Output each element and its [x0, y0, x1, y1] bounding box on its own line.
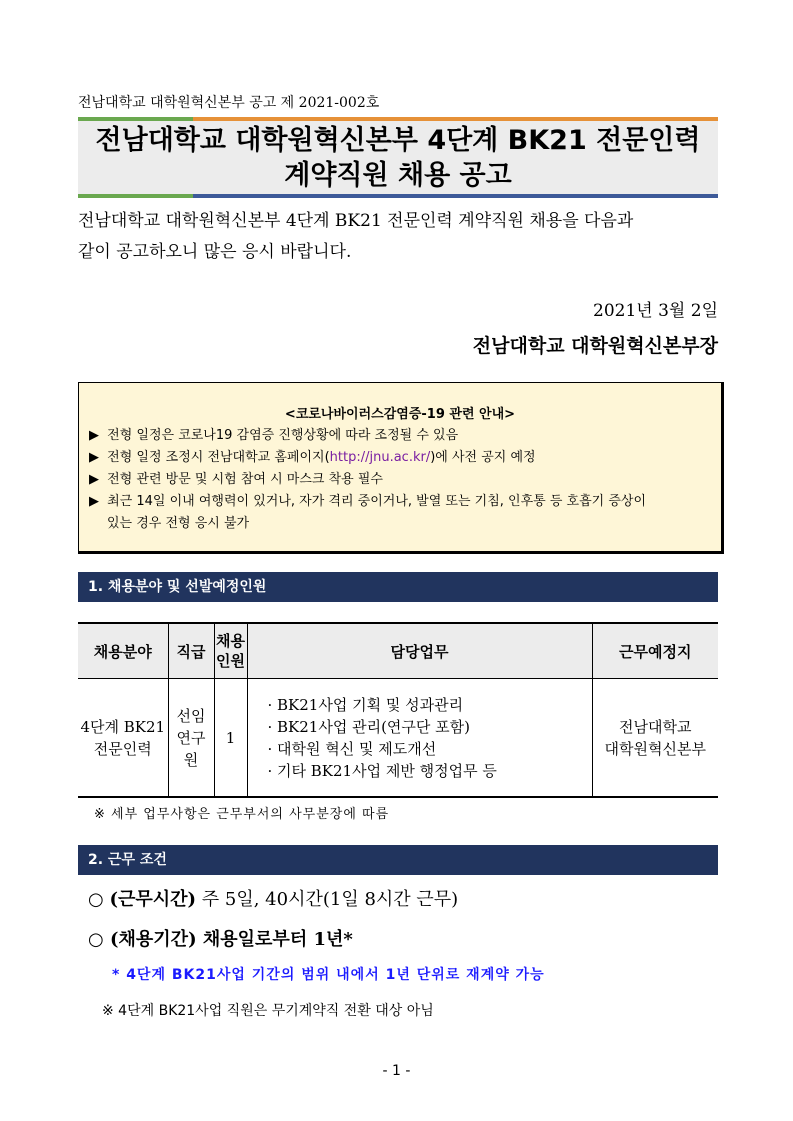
- recruitment-table: [78, 622, 718, 798]
- title-line-1: 전남대학교 대학원혁신본부 4단계 BK21 전문인력: [95, 125, 701, 156]
- page-number: - 1 -: [382, 1063, 411, 1079]
- triangle-bullet-icon: ▶: [89, 472, 99, 487]
- circle-bullet-icon: ○: [88, 929, 104, 950]
- covid-item: ▶ 전형 일정은 코로나19 감염증 진행상황에 따라 조정될 수 있음: [89, 425, 458, 447]
- notice-number: 전남대학교 대학원혁신본부 공고 제 2021-002호: [78, 95, 380, 111]
- title-bottom-band: [78, 194, 718, 198]
- covid-item: ▶ 최근 14일 이내 여행력이 있거나, 자가 격리 중이거나, 발열 또는 기침, 인후통 등 호흡기 증상이 있는 경우 전형 응시 불가: [89, 491, 646, 535]
- signer: 전남대학교 대학원혁신본부장: [472, 335, 718, 357]
- duty-item: · 대학원 혁신 및 제도개선: [267, 739, 437, 758]
- triangle-bullet-icon: ▶: [89, 450, 99, 465]
- condition-label: (근무시간): [109, 889, 197, 910]
- table-header-row: [78, 623, 718, 679]
- covid-item: ▶ 전형 관련 방문 및 시험 참여 시 마스크 착용 필수: [89, 469, 383, 491]
- cell-count: 1: [214, 679, 247, 798]
- intro-line-2: 같이 공고하오니 많은 응시 바랍니다.: [78, 242, 352, 262]
- duty-item: · BK21사업 관리(연구단 포함): [267, 717, 471, 736]
- notice-date: 2021년 3월 2일: [593, 301, 718, 321]
- header-duty: 담당업무: [247, 623, 592, 679]
- renewal-highlight: * 4단계 BK21사업 기간의 범위 내에서 1년 단위로 재계약 가능: [112, 967, 545, 983]
- condition-label: (채용기간): [110, 929, 197, 950]
- cell-field: 4단계 BK21 전문인력: [78, 679, 168, 798]
- header-field: 채용분야: [78, 623, 168, 679]
- condition-text: 주 5일, 40시간(1일 8시간 근무): [201, 889, 459, 910]
- covid-item: ▶ 전형 일정 조정시 전남대학교 홈페이지(http://jnu.ac.kr/)에 사전 공지 예정: [89, 447, 536, 469]
- header-place: 근무예정지: [592, 623, 718, 679]
- conversion-note: ※ 4단계 BK21사업 직원은 무기계약직 전환 대상 아님: [102, 1003, 434, 1019]
- covid-notice-box: [78, 382, 724, 554]
- header-rank: 직급: [168, 623, 214, 679]
- condition-period: [88, 925, 353, 951]
- cell-duties: [247, 679, 592, 798]
- table-row: [78, 679, 718, 798]
- cell-rank: 선임 연구원: [168, 679, 214, 798]
- intro-line-1: 전남대학교 대학원혁신본부 4단계 BK21 전문인력 계약직원 채용을 다음과: [78, 211, 634, 231]
- duty-note: ※ 세부 업무사항은 근무부서의 사무분장에 따름: [94, 807, 390, 822]
- condition-text: 채용일로부터 1년*: [202, 929, 353, 950]
- title-line-2: 계약직원 채용 공고: [284, 160, 512, 191]
- condition-hours: [88, 885, 458, 911]
- homepage-link[interactable]: http://jnu.ac.kr/: [329, 450, 431, 465]
- triangle-bullet-icon: ▶: [89, 428, 99, 443]
- cell-place: 전남대학교 대학원혁신본부: [592, 679, 718, 798]
- header-count: 채용 인원: [214, 623, 247, 679]
- triangle-bullet-icon: ▶: [89, 494, 99, 509]
- duty-item: · BK21사업 기획 및 성과관리: [267, 695, 464, 714]
- duty-item: · 기타 BK21사업 제반 행정업무 등: [267, 761, 497, 780]
- covid-notice-title: <코로나바이러스감염증-19 관련 안내>: [284, 407, 516, 422]
- section-heading-2: 2. 근무 조건: [78, 845, 718, 875]
- intro-paragraph: [78, 206, 718, 268]
- section-heading-1: 1. 채용분야 및 선발예정인원: [78, 572, 718, 602]
- circle-bullet-icon: ○: [88, 889, 104, 910]
- page-title: [78, 121, 718, 194]
